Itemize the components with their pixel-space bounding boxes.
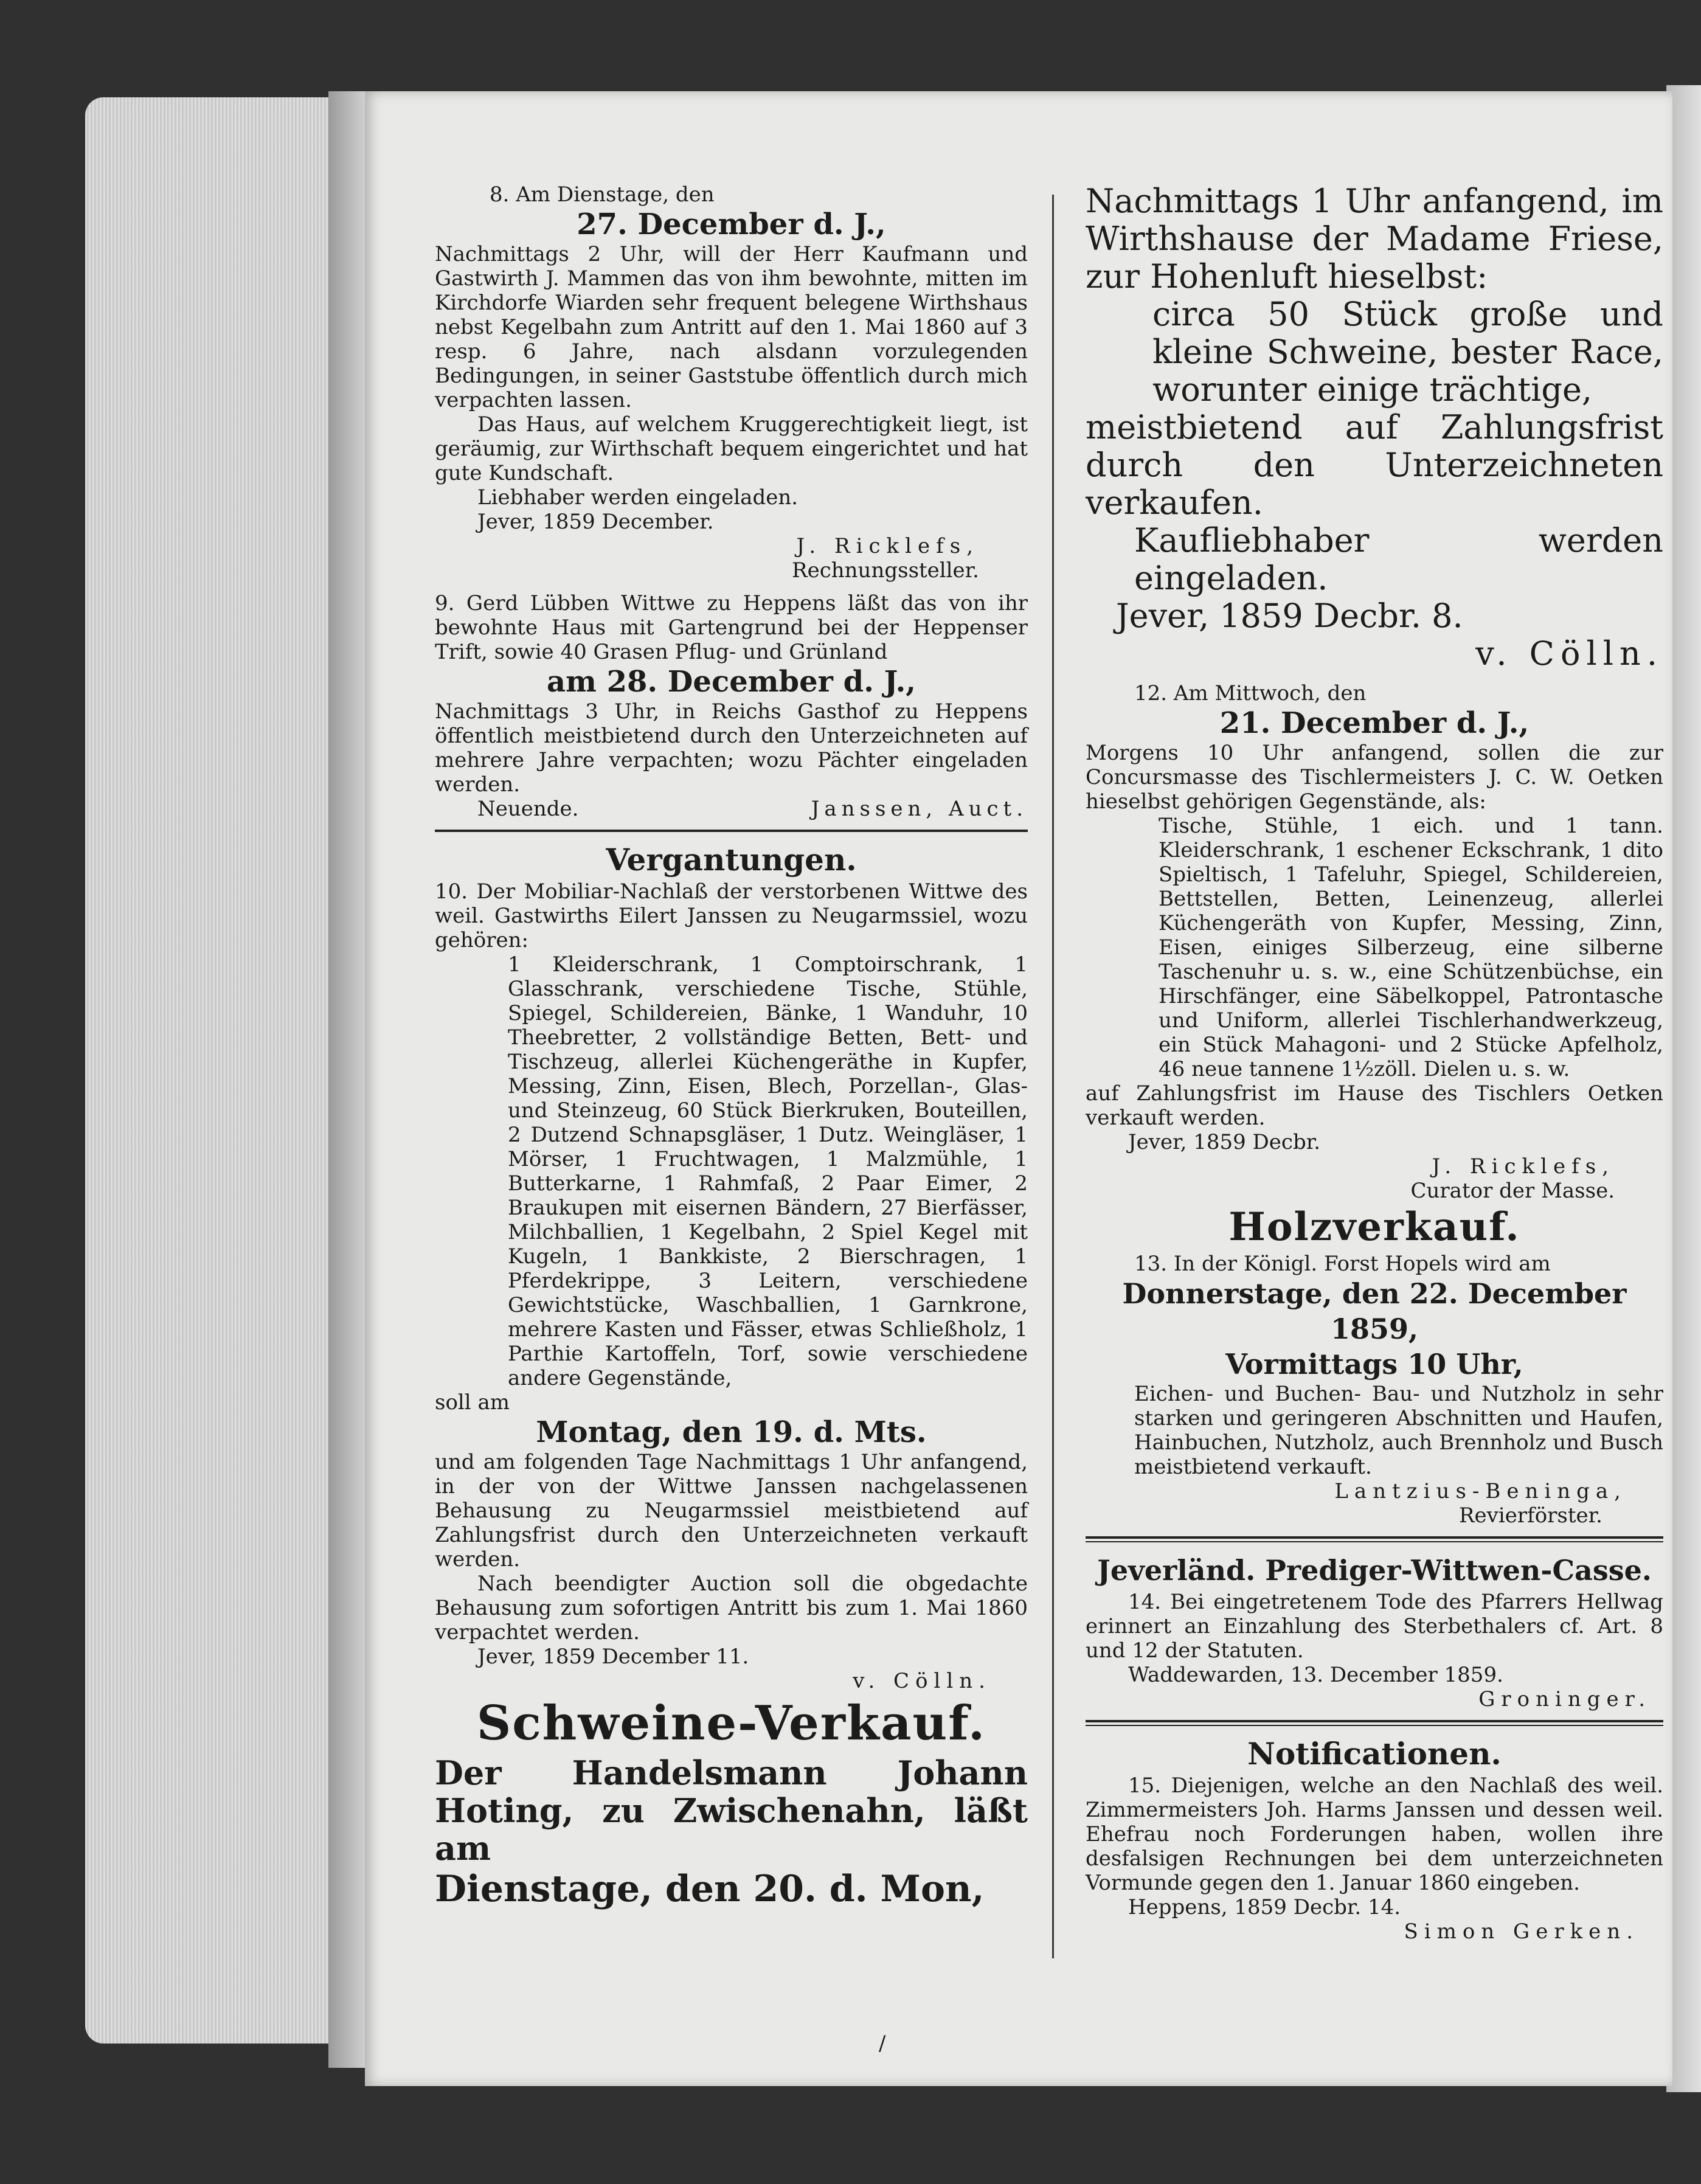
notice-12-role: Curator der Masse. xyxy=(1410,1179,1615,1203)
vergantungen-title: Vergantungen. xyxy=(606,842,857,878)
notice-9-body: 9. Gerd Lübben Wittwe zu Heppens läßt das von ihr bewohnte Haus mit Gartengrund bei der Heppenser Trift, sowie 40 Grasen Pflug- und Grünland xyxy=(435,591,1028,664)
schweine-continuation-1: Nachmittags 1 Uhr anfangend, im Wirthshause der Madame Friese, zur Hohenluft hieselbst: xyxy=(1086,182,1663,296)
notice-14-body: 14. Bei eingetretenem Tode des Pfarrers Hellwag erinnert an Einzahlung des Sterbethalers cf. Art. 8 und 12 der Statuten. xyxy=(1086,1590,1663,1663)
section-rule xyxy=(435,830,1028,832)
schweine-continuation-4: Kaufliebhaber werden eingeladen. xyxy=(1134,521,1663,597)
notificationen-title: Notificationen. xyxy=(1247,1736,1502,1772)
schweine-verkauf-body: Der Handelsmann Johann Hoting, zu Zwischenahn, läßt am xyxy=(435,1753,1028,1868)
schweine-signature: v. Cölln. xyxy=(1475,634,1663,673)
section-rule xyxy=(1086,1536,1663,1542)
notice-10-item-list: 1 Kleiderschrank, 1 Comptoirschrank, 1 Glasschrank, verschiedene Tische, Stühle, Spiegel, Schildereien, Bänke, 1 Wanduhr, 10 Theebretter, 2 vollständige Betten, Bett- und Tischzeug, allerlei Küchengeräthe in Kupfer, Messing, Zinn, Eisen, Blech, Porzellan-, Glas- und Steinzeug, 60 Stück Bierkruken, Bouteillen, 2 Dutzend Schnapsgläser, 1 Dutz. Weingläser, 1 Mörser, 1 Fruchtwagen, 1 Malzmühle, 1 Butterkarne, 1 Rahmfaß, 2 Paar Eimer, 2 Braukupen mit eisernen Bändern, 27 Bierfässer, Milchballien, 1 Kegelbahn, 2 Spiel Kegel mit Kugeln, 1 Bankkiste, 2 Bierschragen, 1 Pferdekrippe, 3 Leitern, verschiedene Gewichtstücke, Waschballien, 1 Garnkrone, mehrere Kasten und Fässer, etwas Schließholz, 1 Parthie Kartoffeln, Torf, sowie verschiedene andere Gegenstände, xyxy=(508,952,1028,1390)
notice-13-heading: 13. In der Königl. Forst Hopels wird am xyxy=(1134,1252,1551,1276)
schweine-dateline: Jever, 1859 Decbr. 8. xyxy=(1116,597,1463,635)
notice-8-heading: 8. Am Dienstage, den xyxy=(490,182,715,207)
notice-8-dateline: Jever, 1859 December. xyxy=(477,510,714,534)
column-divider xyxy=(1052,195,1054,1958)
notice-9-date: am 28. December d. J., xyxy=(546,665,916,699)
notice-12-item-list: Tische, Stühle, 1 eich. und 1 tann. Kleiderschrank, 1 eschener Eckschrank, 1 dito Spieltisch, 1 Tafeluhr, Spiegel, Schildereien, Bettstellen, Betten, Leinenzeug, allerlei Küchengeräth von Kupfer, Messing, Zinn, Eisen, einiges Silberzeug, eine silberne Taschenuhr u. s. w., eine Schützenbüchse, ein Hirschfänger, eine Säbelkoppel, Patrontasche und Uniform, allerlei Tischlerhandwerkzeug, ein Stück Mahagoni- und 2 Stücke Apfelholz, 46 neue tannene 1½zöll. Dielen u. s. w. xyxy=(1159,814,1663,1081)
notice-12-date: 21. December d. J., xyxy=(1219,706,1530,740)
notice-13-signature: Lantzius-Beninga, xyxy=(1334,1479,1627,1503)
notice-12-heading: 12. Am Mittwoch, den xyxy=(1134,681,1367,705)
notice-10-body: 10. Der Mobiliar-Nachlaß der verstorbenen Wittwe des weil. Gastwirths Eilert Janssen zu Neugarmssiel, wozu gehören: xyxy=(435,879,1028,952)
right-column xyxy=(1086,182,1663,1944)
notice-12-signature: J. Ricklefs, xyxy=(1432,1154,1615,1179)
notice-12-body: Morgens 10 Uhr anfangend, sollen die zur Concursmasse des Tischlermeisters J. C. W. Oetken hieselbst gehörigen Gegenstände, als: xyxy=(1086,741,1663,814)
notice-10-date: Montag, den 19. d. Mts. xyxy=(536,1415,927,1449)
schweine-continuation-3: meistbietend auf Zahlungsfrist durch den Unterzeichneten verkaufen. xyxy=(1086,408,1663,522)
notice-9-place: Neuende. xyxy=(477,797,579,821)
schweine-continuation-2: circa 50 Stück große und kleine Schweine, bester Race, worunter einige trächtige, xyxy=(1152,295,1663,409)
notice-13-time: Vormittags 10 Uhr, xyxy=(1225,1348,1523,1381)
notice-8-invitation: Liebhaber werden eingeladen. xyxy=(477,485,799,510)
schweine-verkauf-date: Dienstage, den 20. d. Mon, xyxy=(435,1868,985,1910)
page-mark: / xyxy=(879,2031,886,2056)
notice-8-body: Nachmittags 2 Uhr, will der Herr Kaufmann und Gastwirth J. Mammen das von ihm bewohnte, mitten im Kirchdorfe Wiarden sehr frequent belegene Wirthshaus nebst Kegelbahn zum Antritt auf den 1. Mai 1860 auf 3 resp. 6 Jahre, nach alsdann vorzulegenden Bedingungen, in seiner Gaststube öffentlich durch mich verpachten lassen. xyxy=(435,242,1028,412)
notice-15-body: 15. Diejenigen, welche an den Nachlaß des weil. Zimmermeisters Joh. Harms Janssen und dessen weil. Ehefrau noch Forderungen haben, wollen ihre desfalsigen Rechnungen bei dem unterzeichneten Vormunde gegen den 1. Januar 1860 eingeben. xyxy=(1086,1773,1663,1895)
prediger-casse-title: Jeverländ. Prediger-Wittwen-Casse. xyxy=(1097,1554,1652,1587)
notice-15-dateline: Heppens, 1859 Decbr. 14. xyxy=(1128,1895,1401,1919)
left-column xyxy=(435,182,1028,1911)
section-rule xyxy=(1086,1720,1663,1726)
notice-12-dateline: Jever, 1859 Decbr. xyxy=(1128,1130,1321,1154)
notice-12-body-2: auf Zahlungsfrist im Hause des Tischlers Oetken verkauft werden. xyxy=(1086,1081,1663,1130)
notice-10-body-3: Nach beendigter Auction soll die obgedachte Behausung zum sofortigen Antritt bis zum 1. Mai 1860 verpachtet werden. xyxy=(435,1572,1028,1645)
notice-9-signature: Janssen, Auct. xyxy=(811,797,1028,821)
notice-10-soll: soll am xyxy=(435,1390,510,1415)
schweine-verkauf-title: Schweine-Verkauf. xyxy=(476,1696,986,1751)
notice-10-signature: v. Cölln. xyxy=(853,1669,991,1693)
holzverkauf-title: Holzverkauf. xyxy=(1228,1204,1520,1250)
notice-8-body-2: Das Haus, auf welchem Kruggerechtigkeit liegt, ist geräumig, zur Wirthschaft bequem eingerichtet und hat gute Kundschaft. xyxy=(435,412,1028,485)
notice-8-role: Rechnungssteller. xyxy=(792,558,979,583)
notice-8-signature: J. Ricklefs, xyxy=(796,534,979,558)
notice-15-signature: Simon Gerken. xyxy=(1404,1919,1639,1944)
notice-10-body-2: und am folgenden Tage Nachmittags 1 Uhr anfangend, in der von der Wittwe Janssen nachgelassenen Behausung zu Neugarmssiel meistbietend auf Zahlungsfrist durch den Unterzeichneten verkauft werden. xyxy=(435,1450,1028,1572)
notice-9-body-2: Nachmittags 3 Uhr, in Reichs Gasthof zu Heppens öffentlich meistbietend durch den Unterzeichneten auf mehrere Jahre verpachten; wozu Pächter eingeladen werden. xyxy=(435,699,1028,797)
notice-13-date: Donnerstage, den 22. December 1859, xyxy=(1122,1277,1627,1345)
notice-14-signature: Groninger. xyxy=(1478,1687,1651,1711)
notice-13-role: Revierförster. xyxy=(1458,1503,1602,1528)
notice-13-body: Eichen- und Buchen- Bau- und Nutzholz in sehr starken und geringeren Abschnitten und Haufen, Hainbuchen, Nutzholz, auch Brennholz und Busch meistbietend verkauft. xyxy=(1134,1382,1663,1479)
notice-8-date: 27. December d. J., xyxy=(577,207,886,241)
notice-10-dateline: Jever, 1859 December 11. xyxy=(477,1645,749,1669)
notice-14-dateline: Waddewarden, 13. December 1859. xyxy=(1128,1663,1503,1687)
